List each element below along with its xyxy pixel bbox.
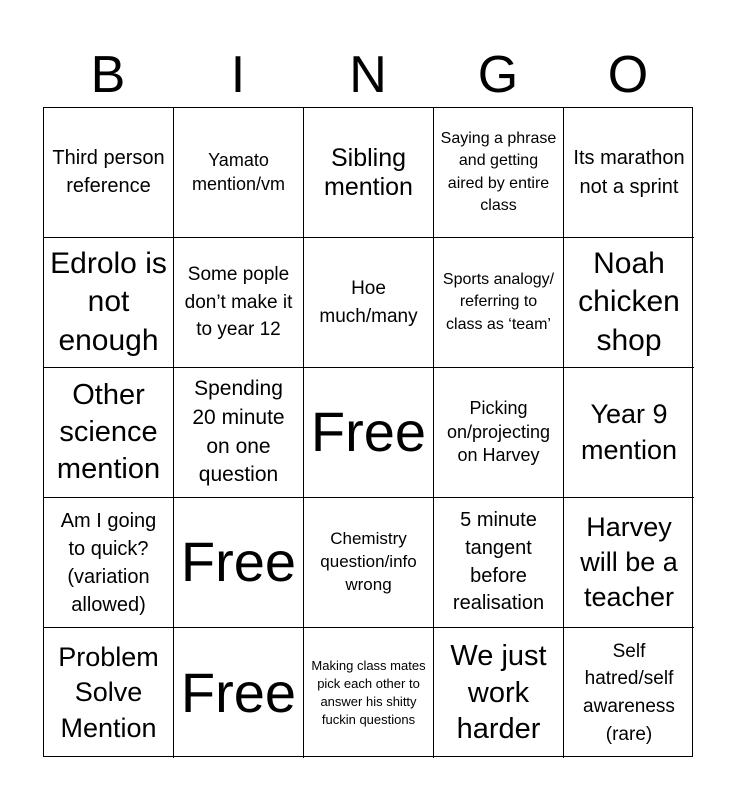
bingo-cell-text: Free: [180, 530, 297, 594]
bingo-cell-text: Free: [310, 400, 427, 464]
free-space[interactable]: [174, 628, 304, 758]
bingo-board: [43, 107, 693, 757]
bingo-cell-text: Spending 20 minute on one question: [192, 376, 285, 487]
bingo-cell[interactable]: [564, 108, 694, 238]
header-letter-i: I: [230, 46, 246, 104]
bingo-cell[interactable]: [434, 108, 564, 238]
bingo-cell[interactable]: [434, 368, 564, 498]
bingo-cell[interactable]: [44, 368, 174, 498]
bingo-cell-text: Sports analogy/ referring to class as ‘team’: [442, 270, 555, 333]
bingo-cell-text: Free: [180, 660, 297, 724]
free-space[interactable]: [304, 368, 434, 498]
header-letter-b: B: [90, 46, 126, 104]
bingo-cell[interactable]: [174, 108, 304, 238]
bingo-cell-text: Its marathon not a sprint: [573, 146, 685, 198]
header-letter-n: N: [349, 46, 387, 104]
bingo-cell[interactable]: [434, 238, 564, 368]
bingo-cell-text: Noah chicken shop: [578, 247, 680, 357]
bingo-cell[interactable]: [174, 368, 304, 498]
bingo-cell-text: Am I going to quick? (variation allowed): [60, 509, 157, 616]
bingo-cell[interactable]: [44, 498, 174, 628]
bingo-cell-text: Making class mates pick each other to answer his shitty fuckin questions: [311, 657, 426, 728]
bingo-header: [43, 44, 693, 106]
bingo-cell[interactable]: [304, 498, 434, 628]
bingo-cell[interactable]: [564, 238, 694, 368]
bingo-cell-text: Edrolo is not enough: [50, 247, 167, 357]
bingo-cell[interactable]: [44, 108, 174, 238]
bingo-cell-text: Third person reference: [52, 146, 165, 197]
bingo-cell-text: Year 9 mention: [580, 399, 678, 465]
bingo-cell[interactable]: [564, 628, 694, 758]
bingo-cell[interactable]: [564, 368, 694, 498]
bingo-cell-text: Yamato mention/vm: [191, 149, 286, 194]
bingo-cell-text: We just work harder: [450, 639, 547, 746]
bingo-cell-text: Harvey will be a teacher: [580, 511, 678, 613]
bingo-cell-text: Other science mention: [56, 379, 161, 485]
header-letter-g: G: [477, 46, 519, 104]
bingo-cell[interactable]: [44, 238, 174, 368]
bingo-cell-text: Hoe much/many: [319, 277, 418, 327]
bingo-cell[interactable]: [174, 238, 304, 368]
bingo-cell[interactable]: [304, 238, 434, 368]
bingo-cell-text: Problem Solve Mention: [58, 642, 159, 743]
bingo-cell-text: Some pople don’t make it to year 12: [184, 264, 293, 341]
bingo-cell-text: Chemistry question/info wrong: [320, 529, 417, 594]
header-letter-o: O: [607, 46, 649, 104]
bingo-cell[interactable]: [304, 108, 434, 238]
bingo-cell[interactable]: [44, 628, 174, 758]
free-space[interactable]: [174, 498, 304, 628]
bingo-cell[interactable]: [434, 628, 564, 758]
bingo-cell[interactable]: [564, 498, 694, 628]
bingo-cell-text: Saying a phrase and getting aired by entire class: [440, 129, 557, 214]
bingo-cell-text: 5 minute tangent before realisation: [452, 509, 545, 615]
bingo-cell[interactable]: [304, 628, 434, 758]
bingo-cell-text: Self hatred/self awareness (rare): [583, 640, 675, 745]
bingo-cell-text: Picking on/projecting on Harvey: [446, 398, 551, 466]
bingo-cell-text: Sibling mention: [324, 143, 413, 201]
bingo-cell[interactable]: [434, 498, 564, 628]
